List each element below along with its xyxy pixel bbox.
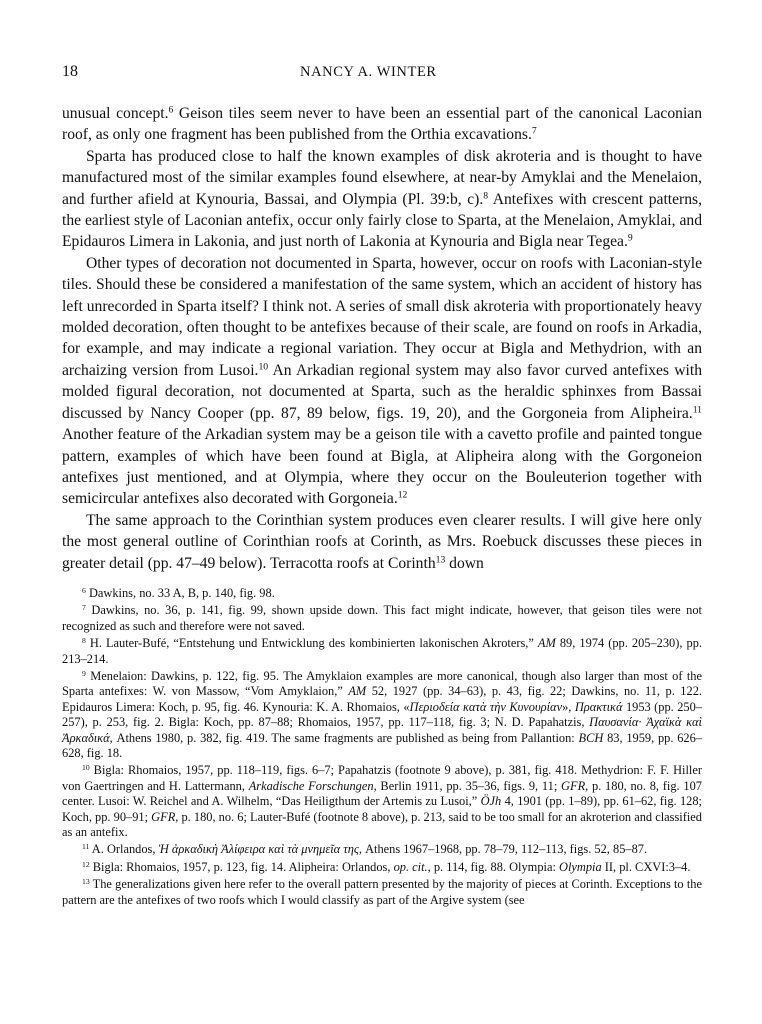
- footnote: $^{11}$ A. Orlandos, Ἡ ἀρκαδικὴ Ἀλίφειρα καὶ τὰ μνημεῖα της, Athens 1967–1968, pp. 78–79, 112–113, figs. 52, 85–87.: [82, 842, 648, 857]
- page-header: [62, 63, 702, 87]
- body-paragraph: Other types of decoration not documented in Sparta, however, occur on roofs with Laconian-style tiles. Should these be considered a manifestation of the same system, which an accident of history has left unrecorded in Sparta itself? I think not. A series of small disk akroteria with proportionately heavy molded decoration, often thought to be antefixes because of their scale, are found on roofs in Arkadia, for example, and may indicate a regional variation. They occur at Bigla and Methydrion, with an archaizing version from Lusoi.$^{10}$ An Arkadian regional system may also favor curved antefixes with molded figural decoration, not documented at Sparta, such as the heraldic sphinxes from Bassai discussed by Nancy Cooper (pp. 87, 89 below, figs. 19, 20), and the Gorgoneia from Alipheira.$^{11}$ Another feature of the Arkadian system may be a geison tile with a cavetto profile and painted tongue pattern, examples of which have been found at Bigla, at Alipheira along with the Gorgoneion antefixes just mentioned, and at Olympia, where they occur on the Bouleuterion together with semicircular antefixes also decorated with Gorgoneia.$^{12}$: [62, 254, 703, 508]
- body-paragraph: The same approach to the Corinthian system produces even clearer results. I will give here only the most general outline of Corinthian roofs at Corinth, as Mrs. Roebuck discusses these pieces in greater detail (pp. 47–49 below). Terracotta roofs at Corinth$^{13}$ down: [62, 511, 702, 572]
- page-number: 18: [62, 63, 78, 80]
- running-head: NANCY A. WINTER: [300, 64, 437, 80]
- footnote: $^{13}$ The generalizations given here refer to the overall pattern presented by the majority of pieces at Corinth. Exceptions to the pattern are the antefixes of two roofs which I would classify as part of the Argive system (see: [62, 877, 702, 907]
- footnote: $^7$ Dawkins, no. 36, p. 141, fig. 99, shown upside down. This fact might indicate, however, that geison tiles were not recognized as such and therefore were not saved.: [62, 603, 702, 633]
- body-paragraph: unusual concept.$^6$ Geison tiles seem never to have been an essential part of the canonical Laconian roof, as only one fragment has been published from the Orthia excavations.$^7$: [62, 104, 702, 144]
- body-paragraph: Sparta has produced close to half the known examples of disk akroteria and is thought to have manufactured most of the similar examples found elsewhere, at near-by Amyklai and the Menelaion, and further afield at Kynouria, Bassai, and Olympia (Pl. 39:b, c).$^8$ Antefixes with crescent patterns, the earliest style of Laconian antefix, occur only fairly close to Sparta, at the Menelaion, Amyklai, and Epidauros Limera in Lakonia, and just north of Lakonia at Kynouria and Bigla near Tegea.$^9$: [62, 147, 702, 251]
- footnote: $^{10}$ Bigla: Rhomaios, 1957, pp. 118–119, figs. 6–7; Papahatzis (footnote 9 above), p. 381, fig. 418. Methydrion: F. F. Hiller von Gaertringen and H. Lattermann, Arkadische Forschungen, Berlin 1911, pp. 35–36, figs. 9, 11; GFR, p. 180, no. 8, fig. 107 center. Lusoi: W. Reichel and A. Wilhelm, “Das Heiligthum der Artemis zu Lusoi,” ÖJh 4, 1901 (pp. 1–89), pp. 61–62, fig. 128; Koch, pp. 90–91; GFR, p. 180, no. 6; Lauter-Bufé (footnote 8 above), p. 213, said to be too small for an akroterion and classified as an antefix.: [62, 763, 703, 840]
- footnote: $^9$ Menelaion: Dawkins, p. 122, fig. 95. The Amyklaion examples are more canonical, though also larger than most of the Sparta antefixes: W. von Massow, “Vom Amyklaion,” AM 52, 1927 (pp. 34–63), p. 43, fig. 22; Dawkins, no. 11, p. 122. Epidauros Limera: Koch, p. 95, fig. 46. Kynouria: K. A. Rhomaios, «Περιοδεία κατὰ τὴν Κυνουρίαν», Πρακτικά 1953 (pp. 250–257), p. 253, fig. 2. Bigla: Koch, pp. 87–88; Rhomaios, 1957, pp. 117–118, fig. 3; N. D. Papahatzis, Παυσανία· Ἀχαϊκὰ καὶ Ἀρκαδικά, Athens 1980, p. 382, fig. 419. The same fragments are published as being from Pallantion: BCH 83, 1959, pp. 626–628, fig. 18.: [62, 668, 703, 760]
- footnotes: [62, 586, 702, 908]
- page: [62, 63, 702, 910]
- footnote: $^{12}$ Bigla: Rhomaios, 1957, p. 123, fig. 14. Alipheira: Orlandos, op. cit., p. 114, fig. 88. Olympia: Olympia II, pl. CXVI:3–4.: [82, 859, 691, 874]
- footnote: $^8$ H. Lauter-Bufé, “Entstehung und Entwicklung des kombinierten lakonischen Akroters,” AM 89, 1974 (pp. 205–230), pp. 213–214.: [62, 635, 702, 666]
- footnote: $^6$ Dawkins, no. 33 A, B, p. 140, fig. 98.: [82, 585, 275, 600]
- body-text: [62, 103, 702, 574]
